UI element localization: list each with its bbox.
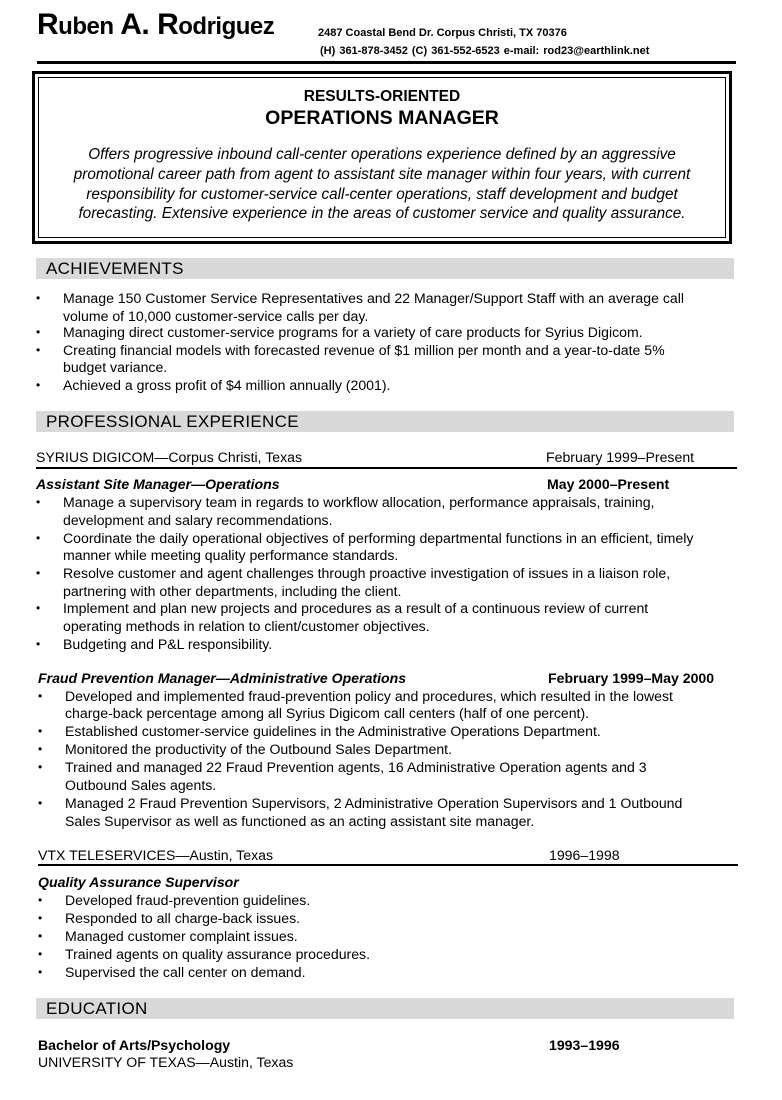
company-divider	[38, 864, 738, 866]
degree-title: Bachelor of Arts/Psychology	[38, 1037, 231, 1053]
bullet-icon: •	[38, 929, 43, 943]
summary-title: OPERATIONS MANAGER	[265, 107, 499, 129]
resume-page: Ruben A. Rodriguez 2487 Coastal Bend Dr. Corpus Christi, TX 70376 (H) 361-878-3452 (C) 361-552-6523 e-mail: rod23@earthlink.net RESULTS-ORIENTED OPERATIONS MANAGER Offers progressive inbound call-center operations experience defined by an aggressive promotional career path from agent to assistant site manager within four years, with current responsibility for customer-service call-center operations, staff development and budget forecasting. Extensive experience in the areas of customer service and quality assurance. ACHIEVEMENTS • Manage 150 Customer Service Representatives and 22 Manager/Support Staff with an average call volume of 10,000 customer-service calls per day. • Managing direct customer-service programs for a variety of care products for Syrius Digicom. • Creating financial models with forecasted revenue of $1 million per month and a year-to-date 5% budget variance. • Achieved a gross profit of $4 million annually (2001). PROFESSIONAL EXPERIENCE SYRIUS DIGICOM—Corpus Christi, Texas February 1999–Present Assistant Site Manager—Operations May 2000–Present • Manage a supervisory team in regards to workflow allocation, performance appraisals, training, development and salary recommendations. • Coordinate the daily operational objectives of performing departmental functions in an efficient, timely manner while meeting quality performance standards. • Resolve customer and agent challenges through proactive investigation of issues in a liaison role, partnering with other departments, including the client. • Implement and plan new projects and procedures as a result of a continuous review of current operating methods in relation to client/customer objectives. • Budgeting and P&L responsibility. Fraud Prevention Manager—Administrative Operations February 1999–May 2000 • Developed and implemented fraud-prevention policy and procedures, which resulted in the lowest charge-back percentage among all Syrius Digicom call centers (half of one percent). • Established customer-service guidelines in the Administrative Operations Department. • Monitored the productivity of the Outbound Sales Department. • Trained and managed 22 Fraud Prevention agents, 16 Administrative Operation agents and 3 Outbound Sales agents. • Managed 2 Fraud Prevention Supervisors, 2 Administrative Operation Supervisors and 1 Outbound Sales Supervisor as well as functioned as an acting assistant site manager. VTX TELESERVICES—Austin, Texas 1996–1998 Quality Assurance Supervisor • Developed fraud-prevention guidelines. • Responded to all charge-back issues. • Managed customer complaint issues. • Trained agents on quality assurance procedures. • Supervised the call center on demand. EDUCATION Bachelor of Arts/Psychology 1993–1996 UNIVERSITY OF TEXAS—Austin, Texas	[0, 0, 782, 1100]
bullet-icon: •	[36, 495, 41, 509]
bullet-icon: •	[36, 637, 41, 651]
summary-line: responsibility for customer-service call-center operations, staff development and budget	[86, 185, 678, 203]
school-name: UNIVERSITY OF TEXAS—Austin, Texas	[38, 1054, 294, 1070]
job-dates: February 1999–May 2000	[548, 670, 715, 686]
job-dates: May 2000–Present	[547, 476, 670, 492]
job-title: Quality Assurance Supervisor	[38, 874, 239, 890]
summary-line: promotional career path from agent to assistant site manager within four years, with current	[73, 165, 691, 183]
job-title: Fraud Prevention Manager—Administrative Operations	[38, 670, 407, 686]
bullet-icon: •	[36, 378, 41, 392]
summary-box	[32, 71, 732, 244]
contact-address: 2487 Coastal Bend Dr. Corpus Christi, TX 70376	[318, 27, 567, 39]
header-divider	[37, 61, 736, 64]
summary-box-inner-border	[38, 77, 726, 238]
company-dates: February 1999–Present	[546, 449, 695, 465]
section-header-achievements: ACHIEVEMENTS	[36, 258, 734, 279]
bullet-icon: •	[38, 742, 43, 756]
summary-subtitle: RESULTS-ORIENTED	[303, 88, 461, 105]
bullet-icon: •	[38, 965, 43, 979]
bullet-icon: •	[36, 291, 41, 305]
company-divider	[36, 467, 737, 469]
company-name: VTX TELESERVICES—Austin, Texas	[38, 847, 273, 863]
bullet-icon: •	[36, 531, 41, 545]
bullet-icon: •	[38, 760, 43, 774]
bullet-icon: •	[38, 724, 43, 738]
contact-phone-email: (H) 361-878-3452 (C) 361-552-6523 e-mail: rod23@earthlink.net	[320, 45, 650, 57]
bullet-icon: •	[36, 325, 41, 339]
company-name: SYRIUS DIGICOM—Corpus Christi, Texas	[36, 449, 303, 465]
bullet-icon: •	[38, 947, 43, 961]
bullet-icon: •	[36, 601, 41, 615]
summary-paragraph	[47, 145, 717, 224]
section-header-education: EDUCATION	[36, 998, 734, 1019]
candidate-name: Ruben A. Rodriguez	[37, 8, 275, 41]
job-title: Assistant Site Manager—Operations	[36, 476, 280, 492]
bullet-icon: •	[38, 893, 43, 907]
bullet-icon: •	[38, 796, 43, 810]
section-header-experience: PROFESSIONAL EXPERIENCE	[36, 411, 734, 432]
bullet-icon: •	[36, 343, 41, 357]
summary-line: Offers progressive inbound call-center operations experience defined by an aggressive	[88, 146, 676, 163]
summary-line: forecasting. Extensive experience in the areas of customer service and quality assurance.	[78, 205, 686, 223]
company-dates: 1996–1998	[549, 847, 620, 863]
bullet-icon: •	[38, 689, 43, 703]
bullet-icon: •	[36, 566, 41, 580]
bullet-icon: •	[38, 911, 43, 925]
degree-dates: 1993–1996	[549, 1037, 620, 1053]
